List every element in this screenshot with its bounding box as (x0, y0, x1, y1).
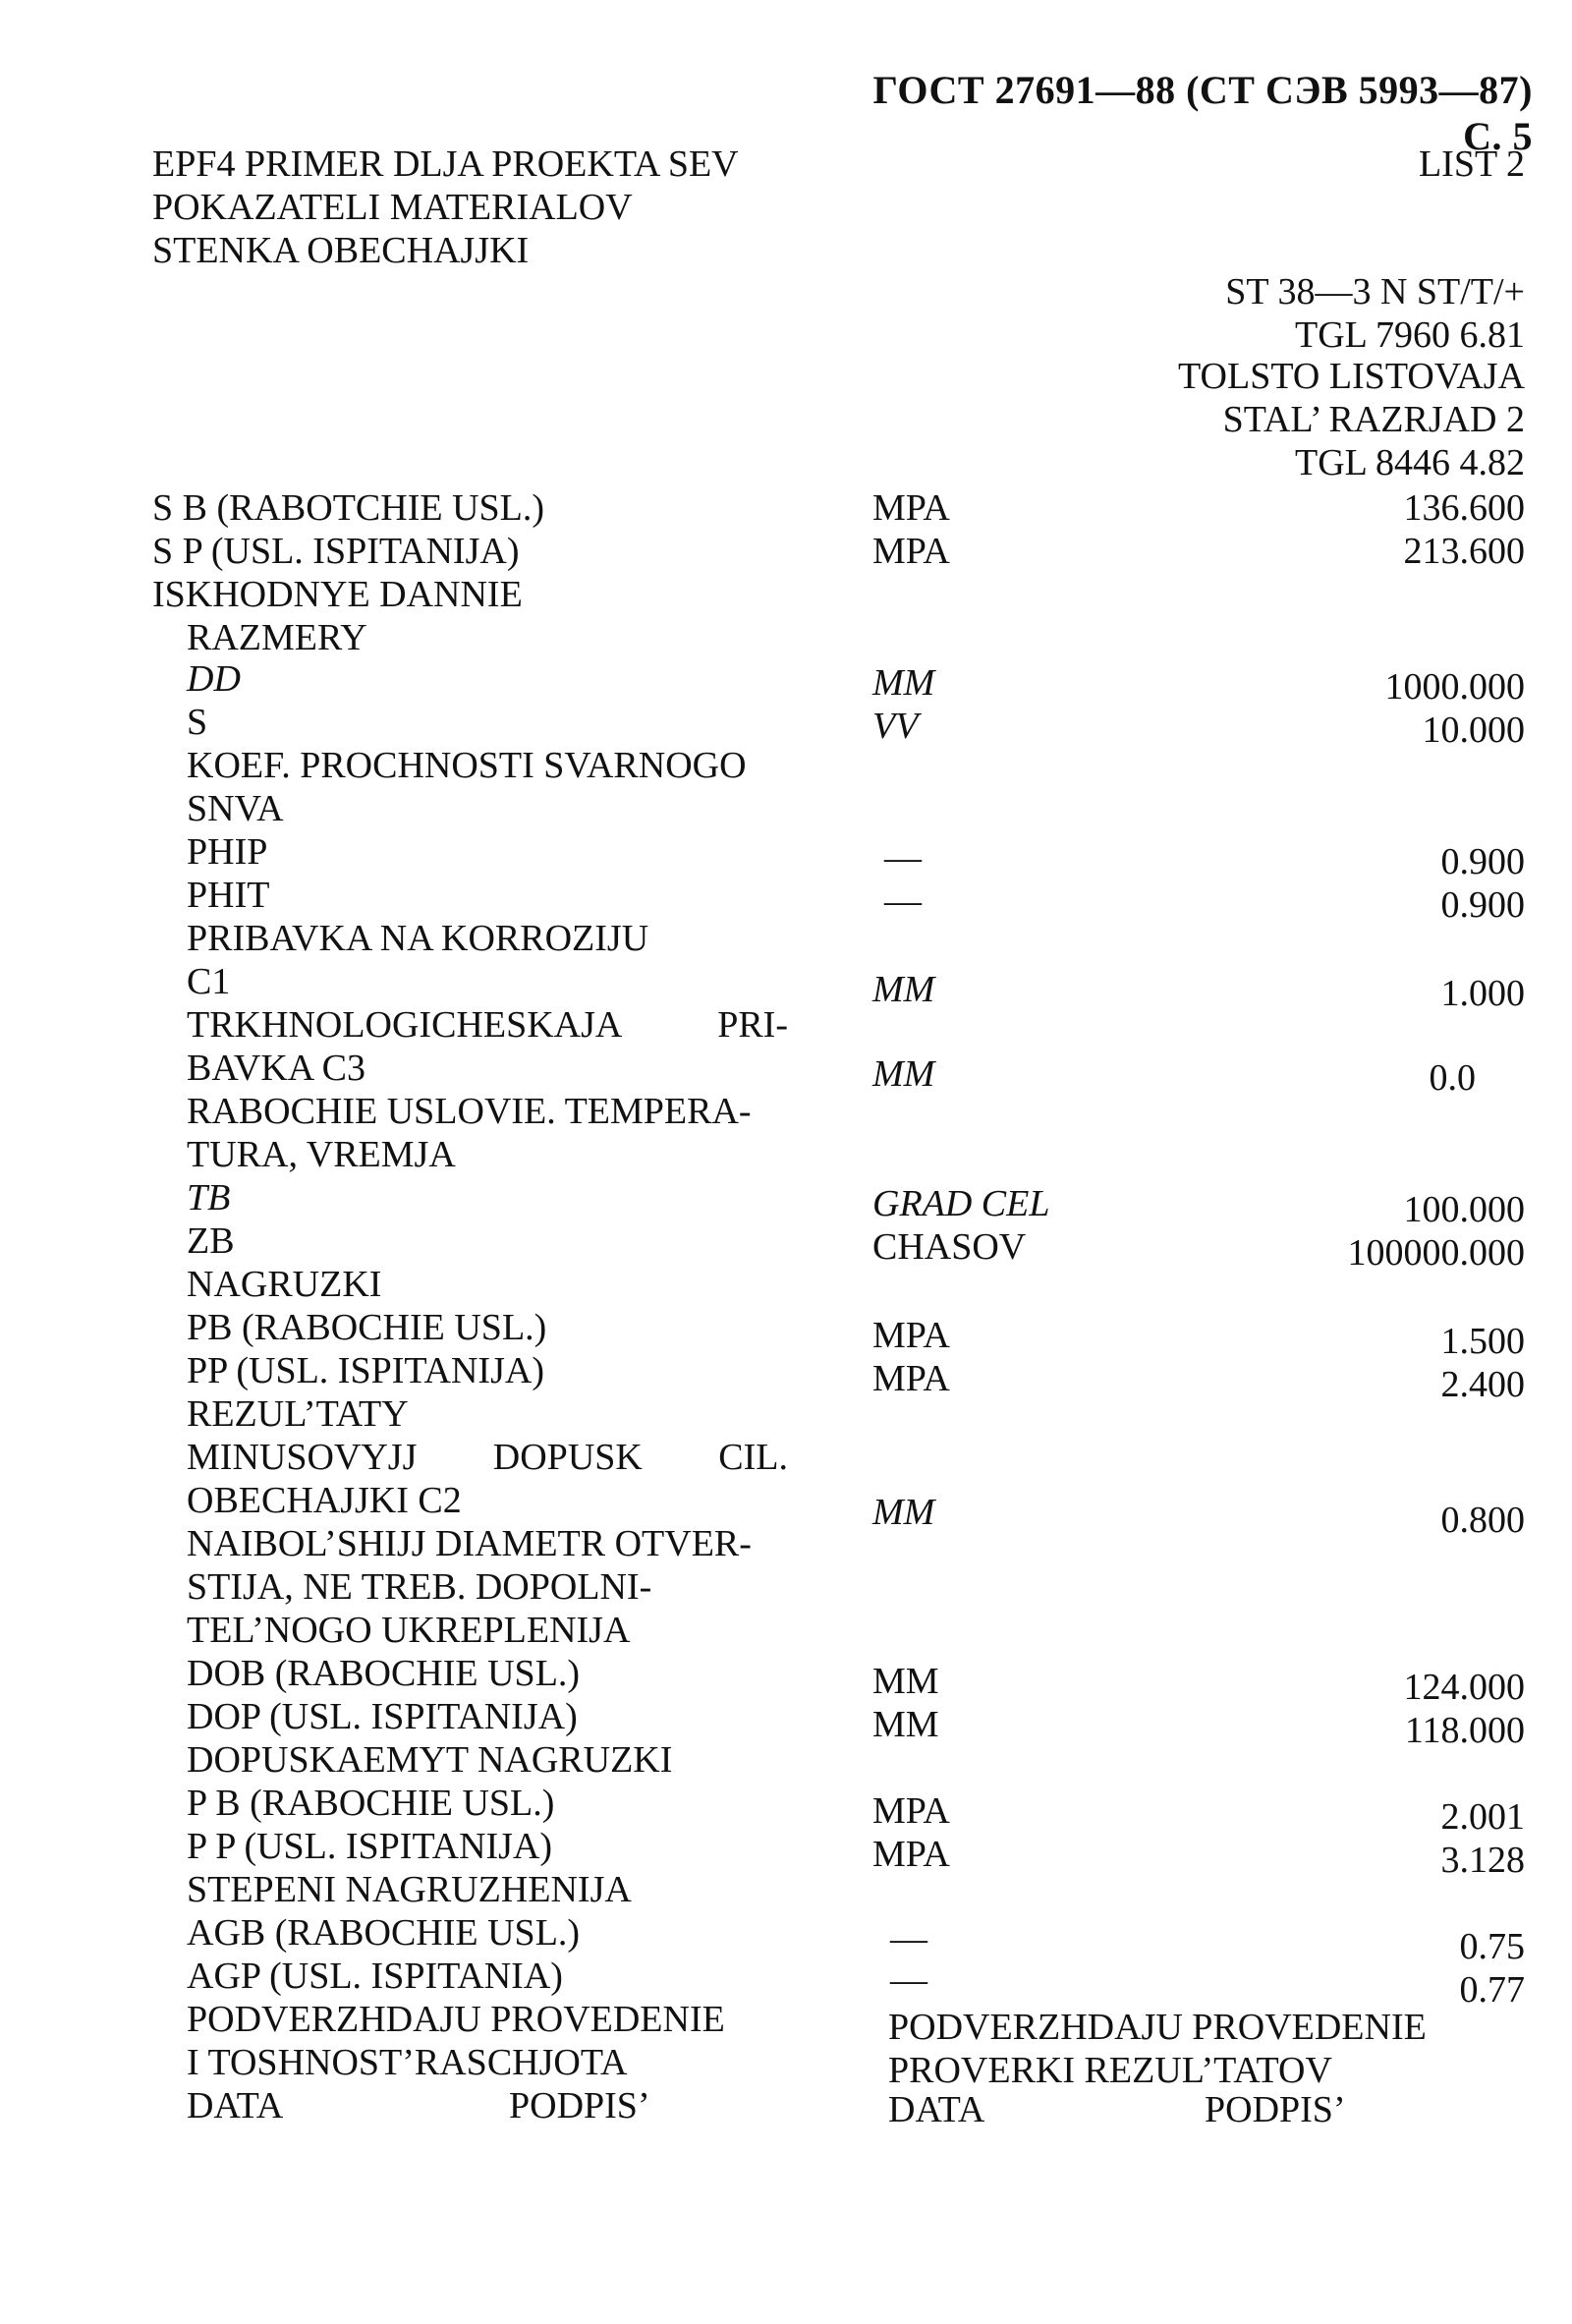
section-naib-3: TEL’NOGO UKREPLENIJA (187, 1610, 631, 1651)
footer-right-podpis: PODPIS’ (1205, 2089, 1346, 2130)
footer-right-data: DATA (888, 2089, 985, 2130)
section-nagruzki: NAGRUZKI (187, 1264, 382, 1305)
row-pp2-label: P P (USL. ISPITANIJA) (187, 1826, 553, 1867)
section-rezultaty: REZUL’TATY (187, 1393, 409, 1435)
row-c2-unit: MM (872, 1492, 935, 1533)
sheet-number: LIST 2 (1418, 143, 1525, 185)
row-agb-unit: — (890, 1918, 927, 1959)
row-phit-label: PHIT (187, 875, 270, 916)
row-minus-word2: DOPUSK (492, 1437, 643, 1478)
row-phip-value: 0.900 (1440, 841, 1525, 882)
row-pb-unit: MPA (872, 1315, 950, 1356)
row-snva-label: SNVA (187, 788, 284, 829)
title-line-1: EPF4 PRIMER DLJA PROEKTA SEV (152, 143, 739, 185)
section-koef: KOEF. PROCHNOSTI SVARNOGO (187, 745, 747, 786)
row-agb-label: AGB (RABOCHIE USL.) (187, 1912, 581, 1954)
row-c2-value: 0.800 (1440, 1500, 1525, 1541)
row-minus-line (187, 1439, 788, 1476)
row-s-value: 10.000 (1422, 709, 1525, 751)
row-pp2-value: 3.128 (1440, 1840, 1525, 1881)
row-phit-value: 0.900 (1440, 884, 1525, 926)
title-line-2: POKAZATELI MATERIALOV (152, 187, 633, 228)
section-pribavka: PRIBAVKA NA KORROZIJU (187, 918, 649, 959)
material-line-5: TGL 8446 4.82 (1295, 442, 1525, 483)
row-tb-value: 100.000 (1403, 1189, 1525, 1230)
row-dob-label: DOB (RABOCHIE USL.) (187, 1653, 581, 1694)
row-pb-value: 1.500 (1440, 1321, 1525, 1362)
row-trkh-line (187, 1006, 788, 1044)
section-dopusk: DOPUSKAEMYT NAGRUZKI (187, 1739, 673, 1781)
row-zb-unit: CHASOV (872, 1226, 1027, 1268)
row-minus-word1: MINUSOVYJJ (187, 1437, 418, 1478)
material-line-3: TOLSTO LISTOVAJA (1178, 356, 1525, 397)
footer-right-line-2: PROVERKI REZUL’TATOV (888, 2050, 1332, 2091)
row-agp-label: AGP (USL. ISPITANIA) (187, 1956, 563, 1997)
row-dob-unit: MM (872, 1661, 939, 1702)
section-iskhodnye: ISKHODNYE DANNIE (152, 574, 523, 615)
row-c3-label: BAVKA C3 (187, 1048, 365, 1089)
row-tb-unit: GRAD CEL (872, 1183, 1050, 1224)
row-pb2-value: 2.001 (1440, 1796, 1525, 1838)
row-c1-unit: MM (872, 969, 935, 1010)
footer-left-data: DATA (187, 2085, 284, 2126)
row-c3-unit: MM (872, 1053, 935, 1095)
row-dop-unit: MM (872, 1704, 939, 1745)
row-pb-label: PB (RABOCHIE USL.) (187, 1307, 547, 1348)
row-dd-unit: MM (872, 662, 935, 704)
material-line-2: TGL 7960 6.81 (1295, 314, 1525, 356)
row-sp-value: 213.600 (1403, 531, 1525, 572)
row-c1-value: 1.000 (1440, 973, 1525, 1014)
row-dop-value: 118.000 (1404, 1710, 1525, 1751)
section-rabochie-2: TURA, VREMJA (187, 1134, 456, 1175)
section-stepeni: STEPENI NAGRUZHENIJA (187, 1869, 632, 1910)
material-line-1: ST 38—3 N ST/T/+ (1225, 271, 1525, 312)
row-sb-unit: MPA (872, 487, 950, 529)
row-pp-value: 2.400 (1440, 1364, 1525, 1405)
row-s-unit: VV (872, 706, 919, 747)
row-pp-unit: MPA (872, 1358, 950, 1399)
row-phip-label: PHIP (187, 831, 268, 873)
section-razmery: RAZMERY (187, 617, 367, 658)
footer-right-line-1: PODVERZHDAJU PROVEDENIE (888, 2007, 1427, 2048)
title-line-3: STENKA OBECHAJJKI (152, 230, 530, 271)
row-sb-label: S B (RABOTCHIE USL.) (152, 487, 545, 529)
row-pp-label: PP (USL. ISPITANIJA) (187, 1350, 544, 1391)
row-dd-label: DD (187, 658, 241, 700)
footer-left-podpis: PODPIS’ (509, 2085, 650, 2126)
footer-left-line-2: I TOSHNOST’RASCHJOTA (187, 2042, 628, 2083)
row-zb-value: 100000.000 (1347, 1232, 1525, 1274)
row-agp-unit: — (890, 1959, 927, 2001)
page-header-gost: ГОСТ 27691—88 (СТ СЭВ 5993—87) С. 5 (872, 68, 1533, 158)
row-pp2-unit: MPA (872, 1834, 950, 1875)
material-line-4: STAL’ RAZRJAD 2 (1222, 399, 1525, 440)
row-dd-value: 1000.000 (1384, 666, 1525, 708)
row-zb-label: ZB (187, 1220, 235, 1262)
row-phip-unit: — (884, 837, 922, 879)
section-naib-2: STIJA, NE TREB. DOPOLNI- (187, 1566, 652, 1608)
row-c1-label: C1 (187, 961, 231, 1002)
row-sb-value: 136.600 (1403, 487, 1525, 529)
row-sp-unit: MPA (872, 531, 950, 572)
row-s-label: S (187, 702, 208, 743)
row-trkh-word2: PRI- (717, 1004, 788, 1046)
footer-left-line-1: PODVERZHDAJU PROVEDENIE (187, 1999, 725, 2040)
row-trkh-word1: TRKHNOLOGICHESKAJA (187, 1004, 623, 1046)
row-sp-label: S P (USL. ISPITANIJA) (152, 531, 520, 572)
row-agb-value: 0.75 (1459, 1926, 1525, 1967)
row-dop-label: DOP (USL. ISPITANIJA) (187, 1696, 578, 1737)
row-tb-label: TB (187, 1177, 231, 1219)
row-pb2-label: P B (RABOCHIE USL.) (187, 1783, 555, 1824)
row-pb2-unit: MPA (872, 1790, 950, 1832)
section-naib-1: NAIBOL’SHIJJ DIAMETR OTVER- (187, 1523, 752, 1564)
row-c3-value: 0.0 (1429, 1057, 1476, 1099)
section-rabochie-1: RABOCHIE USLOVIE. TEMPERA- (187, 1091, 752, 1132)
row-phit-unit: — (884, 880, 922, 922)
row-dob-value: 124.000 (1403, 1667, 1525, 1708)
row-minus-word3: CIL. (718, 1437, 788, 1478)
row-agp-value: 0.77 (1459, 1969, 1525, 2011)
row-c2-label: OBECHAJJKI C2 (187, 1480, 462, 1521)
